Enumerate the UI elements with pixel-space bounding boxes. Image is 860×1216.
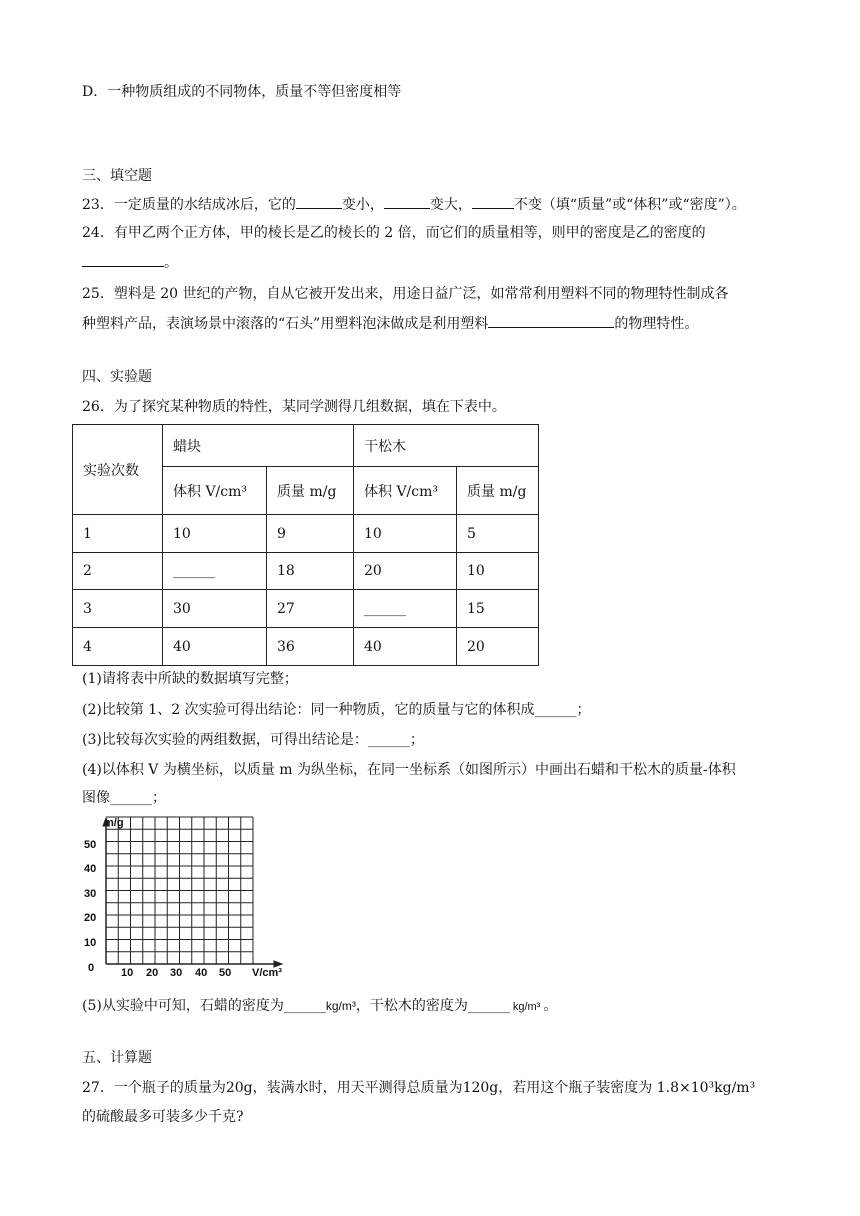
origin-label: 0 (88, 962, 95, 974)
x-tick: 30 (170, 967, 183, 979)
section-4-title: 四、实验题 (82, 369, 152, 385)
table-cell: 18 (267, 553, 354, 590)
mass-volume-graph[interactable] (84, 812, 294, 984)
table-cell: 40 (163, 628, 267, 666)
x-tick: 20 (146, 967, 159, 979)
header-pine-volume: 体积 V/cm³ (354, 467, 457, 515)
table-cell: 30 (163, 590, 267, 628)
q26-sub-3: (3)比较每次实验的两组数据，可得出结论是：______； (82, 732, 424, 748)
q23-blank-1[interactable] (296, 194, 342, 209)
header-dry-pine: 干松木 (354, 425, 539, 467)
table-cell-blank[interactable]: ______ (163, 553, 267, 590)
table-cell: 40 (354, 628, 457, 666)
q26-sub-5-end: 。 (543, 998, 558, 1014)
q25-text-end: 的物理特性。 (614, 316, 699, 332)
section-5-title: 五、计算题 (82, 1050, 152, 1066)
table-cell: 3 (73, 590, 163, 628)
table-cell: 10 (354, 515, 457, 553)
table-cell: 10 (163, 515, 267, 553)
question-25-line-2 (82, 313, 698, 334)
question-26-intro: 26．为了探究某种物质的特性，某同学测得几组数据，填在下表中。 (82, 399, 506, 415)
table-cell: 5 (457, 515, 539, 553)
x-axis-label: V/cm³ (252, 967, 282, 979)
q25-blank[interactable] (488, 313, 614, 328)
y-tick: 30 (84, 888, 97, 900)
header-wax-block: 蜡块 (163, 425, 354, 467)
header-pine-mass: 质量 m/g (457, 467, 539, 515)
question-24-line-1: 24．有甲乙两个正方体，甲的棱长是乙的棱长的 2 倍，而它们的质量相等，则甲的密度是乙的密度的 (82, 225, 706, 241)
experiment-data-table (72, 424, 539, 666)
table-cell: 1 (73, 515, 163, 553)
x-tick: 50 (219, 967, 232, 979)
q26-sub-2: (2)比较第 1、2 次实验可得出结论：同一种物质，它的质量与它的体积成______； (82, 702, 591, 718)
q26-sub-5-mid: ，干松木的密度为______ (355, 998, 510, 1014)
question-27-line-2: 的硫酸最多可装多少千克? (82, 1109, 244, 1125)
table-cell: 27 (267, 590, 354, 628)
q23-text-1: 23．一定质量的水结成冰后，它的 (82, 197, 296, 213)
y-tick: 20 (84, 912, 97, 924)
y-tick: 50 (84, 839, 97, 851)
q26-sub-5-start: (5)从实验中可知，石蜡的密度为______ (82, 998, 326, 1014)
q24-blank[interactable] (82, 252, 164, 267)
table-cell: 2 (73, 553, 163, 590)
q25-text-start: 种塑料产品，表演场景中滚落的“石头”用塑料泡沫做成是利用塑料 (82, 316, 489, 332)
question-27-line-1: 27．一个瓶子的质量为20g，装满水时，用天平测得总质量为120g，若用这个瓶子装密度为 1.8×10³kg/m³ (82, 1080, 756, 1096)
table-row (73, 553, 539, 590)
q23-text-3: 变大， (429, 197, 472, 213)
q23-blank-3[interactable] (472, 194, 514, 209)
y-tick: 10 (84, 937, 97, 949)
header-wax-mass: 质量 m/g (267, 467, 354, 515)
table-cell: 20 (457, 628, 539, 666)
table-row (73, 515, 539, 553)
question-25-line-1: 25．塑料是 20 世纪的产物，自从它被开发出来，用途日益广泛，如常常利用塑料不同的物理特性制成各 (82, 286, 729, 302)
header-wax-volume: 体积 V/cm³ (163, 467, 267, 515)
x-tick: 10 (121, 967, 134, 979)
table-cell-blank[interactable]: ______ (354, 590, 457, 628)
q26-sub-4-line-1: (4)以体积 V 为横坐标，以质量 m 为纵坐标，在同一坐标系（如图所示）中画出石蜡和干松木的质量-体积 (82, 762, 736, 778)
table-cell: 10 (457, 553, 539, 590)
q23-text-4: 不变（填“质量”或“体积”或“密度”）。 (513, 197, 746, 213)
x-tick: 40 (195, 967, 208, 979)
question-24-line-2 (82, 252, 178, 273)
table-cell: 20 (354, 553, 457, 590)
q22-option-d: D．一种物质组成的不同物体，质量不等但密度相等 (82, 84, 402, 100)
q26-sub-5 (82, 996, 557, 1017)
q26-sub-4-line-2: 图像______； (82, 790, 166, 806)
table-cell: 15 (457, 590, 539, 628)
section-3-title: 三、填空题 (82, 168, 152, 184)
q23-blank-2[interactable] (384, 194, 430, 209)
table-row (73, 590, 539, 628)
table-cell: 9 (267, 515, 354, 553)
wax-density-unit: kg/m³ (325, 999, 356, 1013)
table-cell: 36 (267, 628, 354, 666)
q26-sub-1: (1)请将表中所缺的数据填写完整； (82, 671, 298, 687)
y-tick: 40 (84, 863, 97, 875)
pine-density-unit: kg/m³ (512, 1001, 541, 1013)
q24-end: 。 (164, 255, 178, 271)
table-row (73, 628, 539, 666)
q23-text-2: 变小， (341, 197, 384, 213)
y-axis-label: m/g (104, 817, 124, 829)
header-trial-number: 实验次数 (73, 425, 163, 515)
question-23 (82, 194, 746, 215)
table-cell: 4 (73, 628, 163, 666)
